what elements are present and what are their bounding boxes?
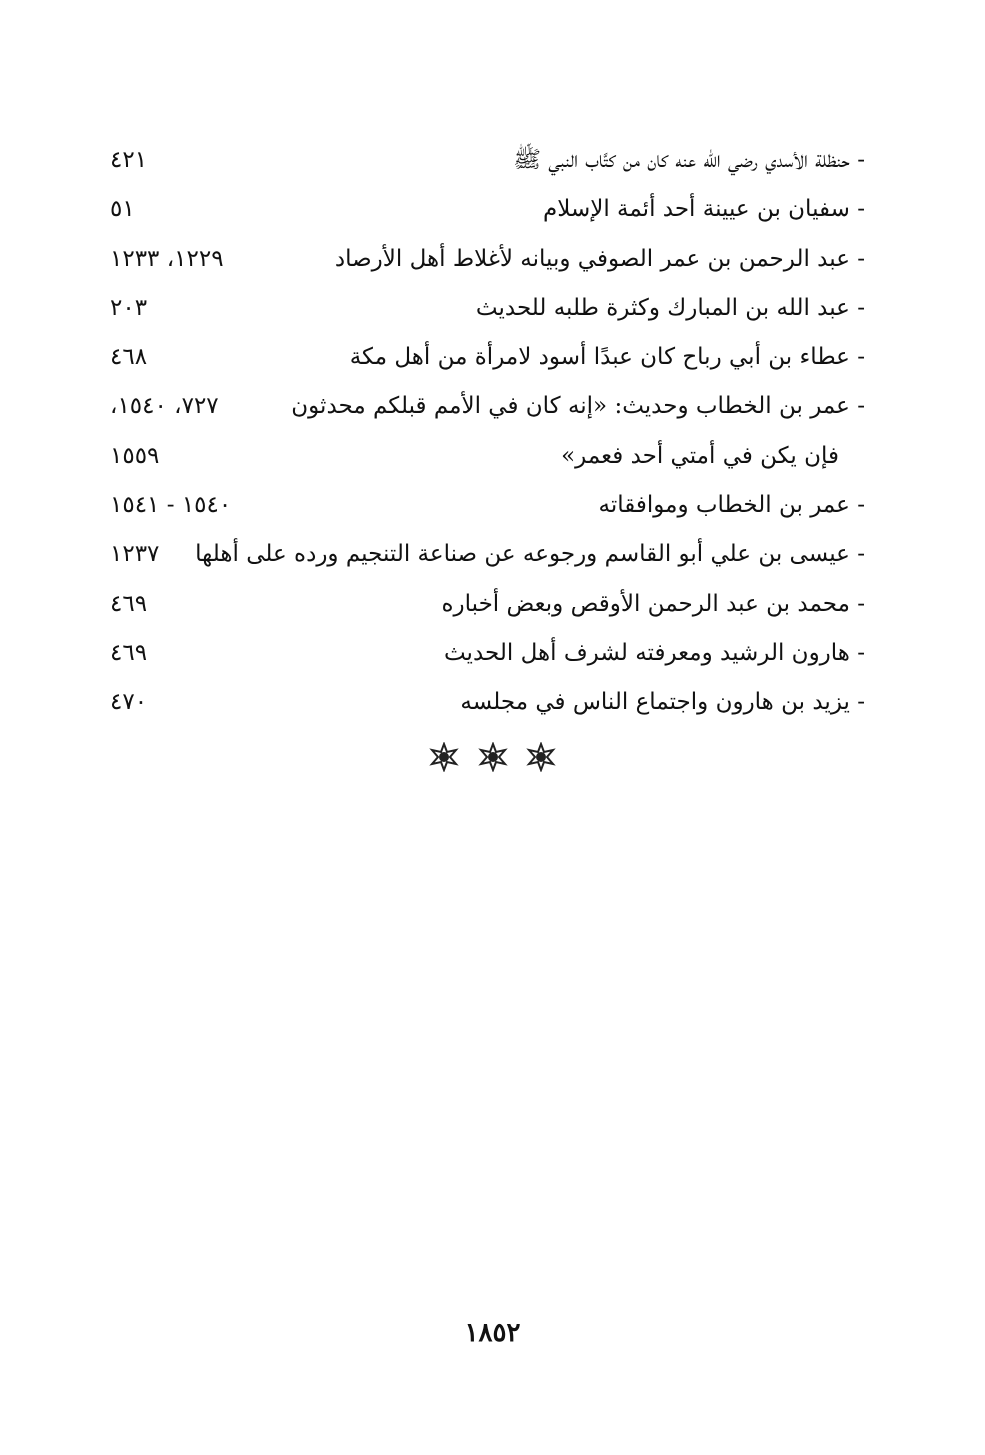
flower-ornament-icon	[429, 742, 459, 772]
entry-text: - حنظلة الأسدي رضي الله عنه كان من كتَّاب النبي ﷺ	[513, 147, 865, 173]
index-entry	[110, 678, 865, 727]
entry-text: - عمر بن الخطاب وحديث: «إنه كان في الأمم قبلكم محدثون	[291, 393, 865, 420]
entry-page-numbers: ١٢٣٧	[110, 541, 160, 568]
entry-page-numbers: ١٥٤٠ - ١٥٤١	[110, 492, 232, 519]
entry-page-numbers: ٧٢٧، ١٥٤٠،	[110, 393, 219, 420]
flower-ornament-icon	[526, 742, 556, 772]
entry-text: - عطاء بن أبي رباح كان عبدًا أسود لامرأة من أهل مكة	[349, 344, 865, 371]
entry-text: - عيسى بن علي أبو القاسم ورجوعه عن صناعة التنجيم ورده على أهلها	[195, 541, 865, 568]
entry-page-numbers: ٢٠٣	[110, 294, 148, 321]
index-entry	[110, 580, 865, 629]
index-entry	[110, 629, 865, 678]
entry-text: - عبد الرحمن بن عمر الصوفي وبيانه لأغلاط أهل الأرصاد	[334, 245, 865, 272]
entry-text: - محمد بن عبد الرحمن الأوقص وبعض أخباره	[441, 590, 865, 617]
entry-page-numbers: ١٥٥٩	[110, 442, 160, 469]
index-entry	[110, 382, 865, 431]
section-end-ornament	[0, 742, 985, 779]
index-entry	[110, 235, 865, 284]
entry-text: - سفيان بن عيينة أحد أئمة الإسلام	[542, 196, 865, 223]
entry-page-numbers: ٤٦٩	[110, 639, 148, 666]
entry-text: - عبد الله بن المبارك وكثرة طلبه للحديث	[475, 294, 865, 321]
entry-page-numbers: ١٢٢٩، ١٢٣٣	[110, 245, 224, 272]
entry-page-numbers: ٥١	[110, 196, 135, 223]
entry-text: - عمر بن الخطاب وموافقاته	[598, 492, 865, 519]
entry-page-numbers: ٤٢١	[110, 147, 148, 173]
entry-page-numbers: ٤٦٩	[110, 590, 148, 617]
index-entry	[110, 333, 865, 382]
entry-text: - هارون الرشيد ومعرفته لشرف أهل الحديث	[443, 639, 865, 666]
entry-page-numbers: ٤٧٠	[110, 689, 148, 716]
index-entry	[110, 185, 865, 234]
index-entry	[110, 284, 865, 333]
entry-text: - يزيد بن هارون واجتماع الناس في مجلسه	[460, 689, 865, 716]
index-entry	[110, 530, 865, 579]
index-entry	[110, 481, 865, 530]
index-entry	[110, 136, 865, 185]
entry-page-numbers: ٤٦٨	[110, 344, 148, 371]
index-entries-list	[110, 136, 865, 728]
flower-ornament-icon	[478, 742, 508, 772]
entry-text: فإن يكن في أمتي أحد فعمر»	[561, 442, 839, 469]
page-number: ١٨٥٢	[464, 1318, 521, 1348]
index-entry-continuation	[110, 432, 865, 481]
